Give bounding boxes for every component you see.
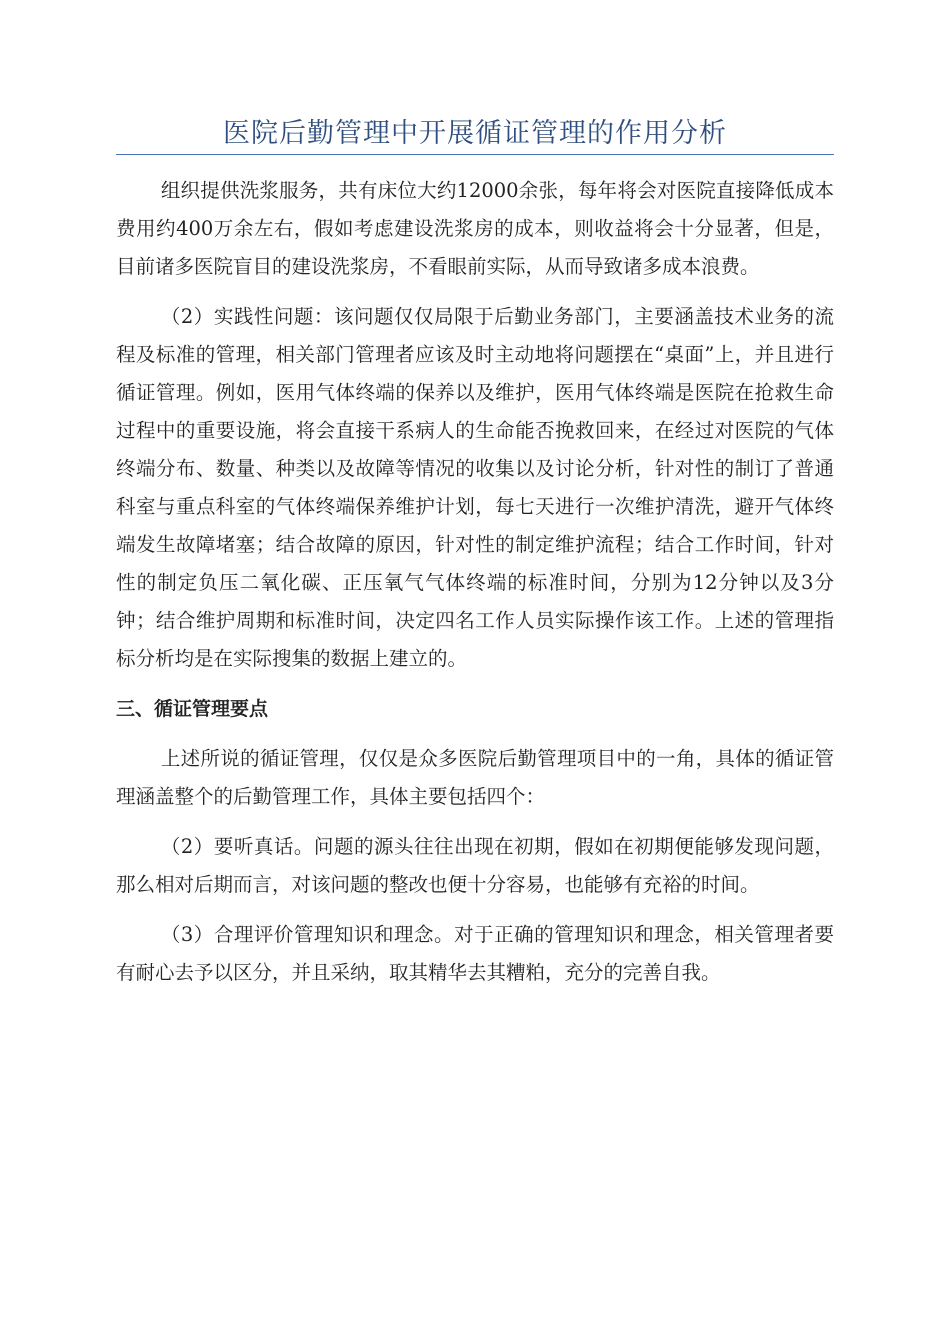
document-title: 医院后勤管理中开展循证管理的作用分析 [223, 118, 727, 149]
document-body [116, 172, 834, 992]
section-heading: 三、循证管理要点 [116, 698, 269, 720]
paragraph-point-2: （2）要听真话。问题的源头往往出现在初期，假如在初期便能够发现问题，那么相对后期而言，对该问题的整改也便十分容易，也能够有充裕的时间。 [116, 835, 834, 896]
paragraph-practical-problem: （2）实践性问题：该问题仅仅局限于后勤业务部门，主要涵盖技术业务的流程及标准的管理，相关部门管理者应该及时主动地将问题摆在“桌面”上，并且进行循证管理。例如，医用气体终端的保养以及维护，医用气体终端是医院在抢救生命过程中的重要设施，将会直接干系病人的生命能否挽救回来，在经过对医院的气体终端分布、数量、种类以及故障等情况的收集以及讨论分析，针对性的制订了普通科室与重点科室的气体终端保养维护计划，每七天进行一次维护清洗，避开气体终端发生故障堵塞；结合故障的原因，针对性的制定维护流程；结合工作时间，针对性的制定负压二氧化碳、正压氧气气体终端的标准时间，分别为12分钟以及3分钟；结合维护周期和标准时间，决定四名工作人员实际操作该工作。上述的管理指标分析均是在实际搜集的数据上建立的。 [116, 305, 834, 670]
paragraph-laundry-cost: 组织提供洗浆服务，共有床位大约12000余张，每年将会对医院直接降低成本费用约400万余左右，假如考虑建设洗浆房的成本，则收益将会十分显著，但是，目前诸多医院盲目的建设洗浆房，不看眼前实际，从而导致诸多成本浪费。 [116, 179, 834, 278]
title-underline [116, 154, 834, 155]
paragraph-point-3: （3）合理评价管理知识和理念。对于正确的管理知识和理念，相关管理者要有耐心去予以区分，并且采纳，取其精华去其糟粕，充分的完善自我。 [116, 923, 834, 984]
paragraph-section-intro: 上述所说的循证管理，仅仅是众多医院后勤管理项目中的一角，具体的循证管理涵盖整个的后勤管理工作，具体主要包括四个： [116, 747, 834, 808]
